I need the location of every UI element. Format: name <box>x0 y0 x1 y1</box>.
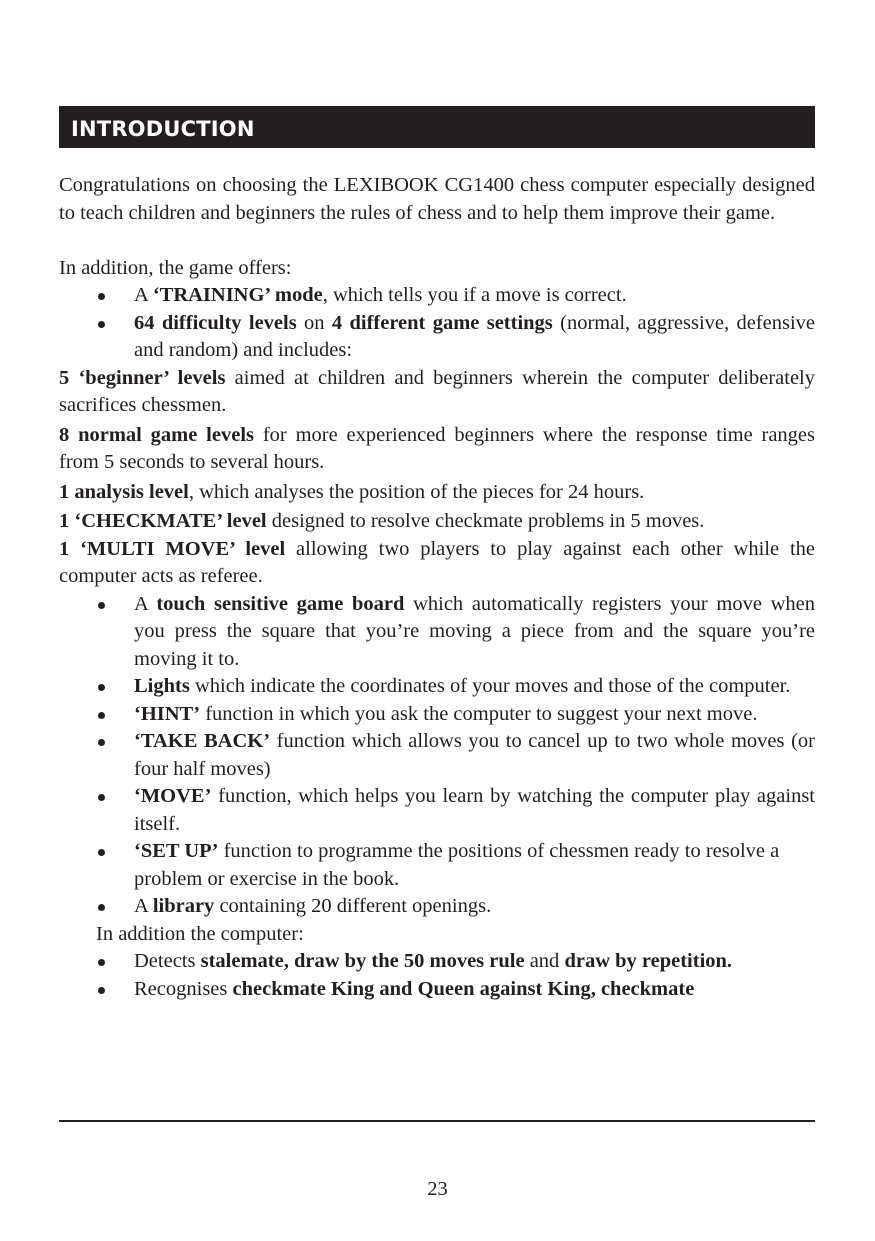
bold-text: library <box>152 895 215 917</box>
computer-lead: In addition the computer: <box>96 922 304 945</box>
offers-list <box>59 282 815 365</box>
text: A <box>134 895 153 917</box>
bold-text: 5 ‘beginner’ levels <box>59 366 226 389</box>
text: on <box>296 311 332 334</box>
text: for more experienced beginners where the response time ranges from 5 seconds to several hours. <box>59 423 816 473</box>
bullet-icon <box>98 904 105 911</box>
bullet-icon <box>98 602 105 609</box>
level-beginner <box>59 365 815 420</box>
bullet-icon <box>98 712 105 719</box>
bold-text: ‘TAKE BACK’ <box>134 730 271 752</box>
level-normal <box>59 422 815 477</box>
level-checkmate <box>59 508 815 536</box>
bullet-icon <box>98 684 105 691</box>
text: A <box>134 284 153 306</box>
text: aimed at children and beginners wherein the computer deliberately sacrifices chessmen. <box>59 366 815 416</box>
bold-text: checkmate King and Queen against King, checkmate <box>232 977 695 1000</box>
text: designed to resolve checkmate problems in 5 moves. <box>266 510 705 532</box>
feature-move-item <box>59 783 815 838</box>
text: A <box>134 592 157 615</box>
bold-text: draw by repetition. <box>564 950 733 972</box>
feature-lights-item <box>59 673 815 701</box>
text: function, which helps you learn by watching the computer play against itself. <box>134 785 815 835</box>
text: function in which you ask the computer to suggest your next move. <box>200 702 758 725</box>
bold-text: Lights <box>134 675 190 697</box>
bold-text: ‘HINT’ <box>134 702 201 725</box>
bold-text: ‘SET UP’ <box>134 840 219 862</box>
offers-lead: In addition, the game offers: <box>59 256 292 279</box>
computer-recognises-item <box>59 976 815 1004</box>
text: , which analyses the position of the pieces for 24 hours. <box>188 480 645 503</box>
text: , which tells you if a move is correct. <box>322 284 627 306</box>
bullet-icon <box>98 794 105 801</box>
bold-text: 64 difficulty levels <box>134 311 297 334</box>
computer-list <box>59 948 815 1003</box>
bullet-icon <box>98 739 105 746</box>
feature-takeback-item <box>59 728 815 783</box>
bullet-icon <box>98 293 105 300</box>
bold-text: stalemate, draw by the 50 moves rule <box>200 950 525 972</box>
computer-detects-item <box>59 948 815 976</box>
bullet-icon <box>98 959 105 966</box>
offer-levels-item <box>59 310 815 365</box>
text: which automatically registers your move when you press the square that you’re moving a piece from and the square you’re moving it to. <box>134 592 816 670</box>
level-multimove <box>59 536 815 591</box>
text: Recognises <box>134 977 233 1000</box>
feature-library-item <box>59 893 815 921</box>
bullet-icon <box>98 321 105 328</box>
bold-text: touch sensitive game board <box>156 592 405 615</box>
bold-text: 8 normal game levels <box>59 423 255 446</box>
page-number: 23 <box>427 1178 448 1200</box>
feature-setup-item <box>59 838 815 893</box>
bullet-icon <box>98 849 105 856</box>
text: which indicate the coordinates of your moves and those of the computer. <box>189 675 791 697</box>
bold-text: 1 ‘MULTI MOVE’ level <box>59 537 286 560</box>
bullet-icon <box>98 987 105 994</box>
section-header-bar <box>59 106 815 148</box>
text: function to programme the positions of chessmen ready to resolve a problem or exercise in the book. <box>134 840 780 890</box>
footer-rule <box>59 1120 815 1122</box>
feature-hint-item <box>59 701 815 729</box>
bold-text: 4 different game settings <box>331 311 553 334</box>
section-title: INTRODUCTION <box>71 117 255 141</box>
text: containing 20 different openings. <box>214 895 492 917</box>
bold-text: 1 ‘CHECKMATE’ level <box>59 510 267 532</box>
text: function which allows you to cancel up to two whole moves (or four half moves) <box>134 730 815 780</box>
offer-training-item <box>59 282 815 310</box>
text: allowing two players to play against each other while the computer acts as referee. <box>59 537 815 587</box>
text: (normal, aggressive, defensive and random) and includes: <box>134 311 815 361</box>
paragraph-gap <box>59 227 815 255</box>
feature-board-item <box>59 591 815 674</box>
text: Detects <box>134 950 201 972</box>
bold-text: 1 analysis level <box>59 480 189 503</box>
page-content <box>59 172 815 1003</box>
intro-paragraph: Congratulations on choosing the LEXIBOOK CG1400 chess computer especially designed to teach children and beginners the rules of chess and to help them improve their game. <box>59 174 815 224</box>
bold-text: ‘TRAINING’ mode <box>152 284 323 306</box>
bold-text: ‘MOVE’ <box>134 785 212 807</box>
text: and <box>524 950 565 972</box>
level-analysis <box>59 479 815 507</box>
features-list <box>59 591 815 921</box>
